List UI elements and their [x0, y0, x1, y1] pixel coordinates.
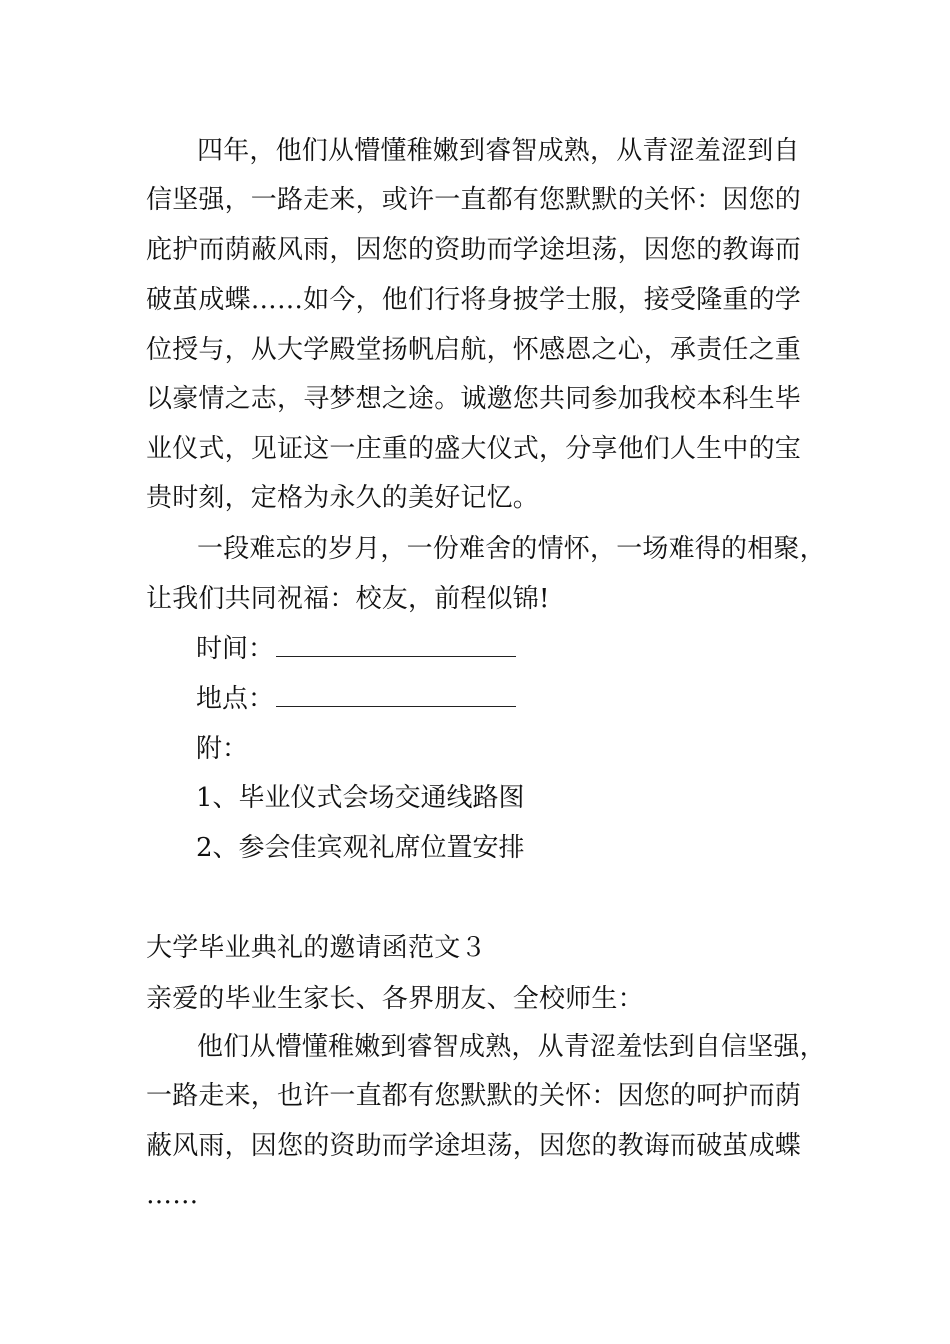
paragraph1-line4: 破茧成蝶……如今，他们行将身披学士服，接受隆重的学: [146, 285, 802, 315]
place-label: 地点：: [196, 684, 275, 714]
section3-title: 大学毕业典礼的邀请函范文３: [146, 933, 487, 963]
paragraph1-line7: 业仪式，见证这一庄重的盛大仪式，分享他们人生中的宝: [146, 434, 802, 464]
attachment-item-2: 2、参会佳宾观礼席位置安排: [196, 833, 525, 863]
paragraph1-line3: 庇护而荫蔽风雨，因您的资助而学途坦荡，因您的教诲而: [146, 235, 802, 265]
time-label: 时间：: [196, 634, 275, 664]
time-field: [196, 634, 516, 664]
paragraph1-line6: 以豪情之志，寻梦想之途。诚邀您共同参加我校本科生毕: [146, 384, 802, 414]
paragraph1-line8: 贵时刻，定格为永久的美好记忆。: [146, 483, 540, 513]
attachment-item-1: 1、毕业仪式会场交通线路图: [196, 783, 525, 813]
section3-body-line1: 他们从懵懂稚嫩到睿智成熟，从青涩羞怯到自信坚强，: [197, 1032, 826, 1062]
section3-body-line2: 一路走来，也许一直都有您默默的关怀：因您的呵护而荫: [146, 1081, 802, 1111]
paragraph1-line2: 信坚强，一路走来，或许一直都有您默默的关怀：因您的: [146, 185, 802, 215]
paragraph1-line1: 四年，他们从懵懂稚嫩到睿智成熟，从青涩羞涩到自: [197, 136, 800, 166]
place-blank: [276, 684, 516, 707]
section3-body-line4: ……: [146, 1180, 199, 1210]
paragraph2-line2: 让我们共同祝福：校友，前程似锦!: [146, 584, 550, 614]
paragraph1-line5: 位授与，从大学殿堂扬帆启航，怀感恩之心，承责任之重: [146, 335, 802, 365]
paragraph2-line1: 一段难忘的岁月，一份难舍的情怀，一场难得的相聚，: [197, 534, 826, 564]
section3-salutation: 亲爱的毕业生家长、各界朋友、全校师生：: [146, 984, 644, 1014]
attachment-label: 附：: [196, 734, 249, 764]
time-blank: [276, 634, 516, 657]
section3-body-line3: 蔽风雨，因您的资助而学途坦荡，因您的教诲而破茧成蝶: [146, 1131, 802, 1161]
place-field: [196, 684, 516, 714]
